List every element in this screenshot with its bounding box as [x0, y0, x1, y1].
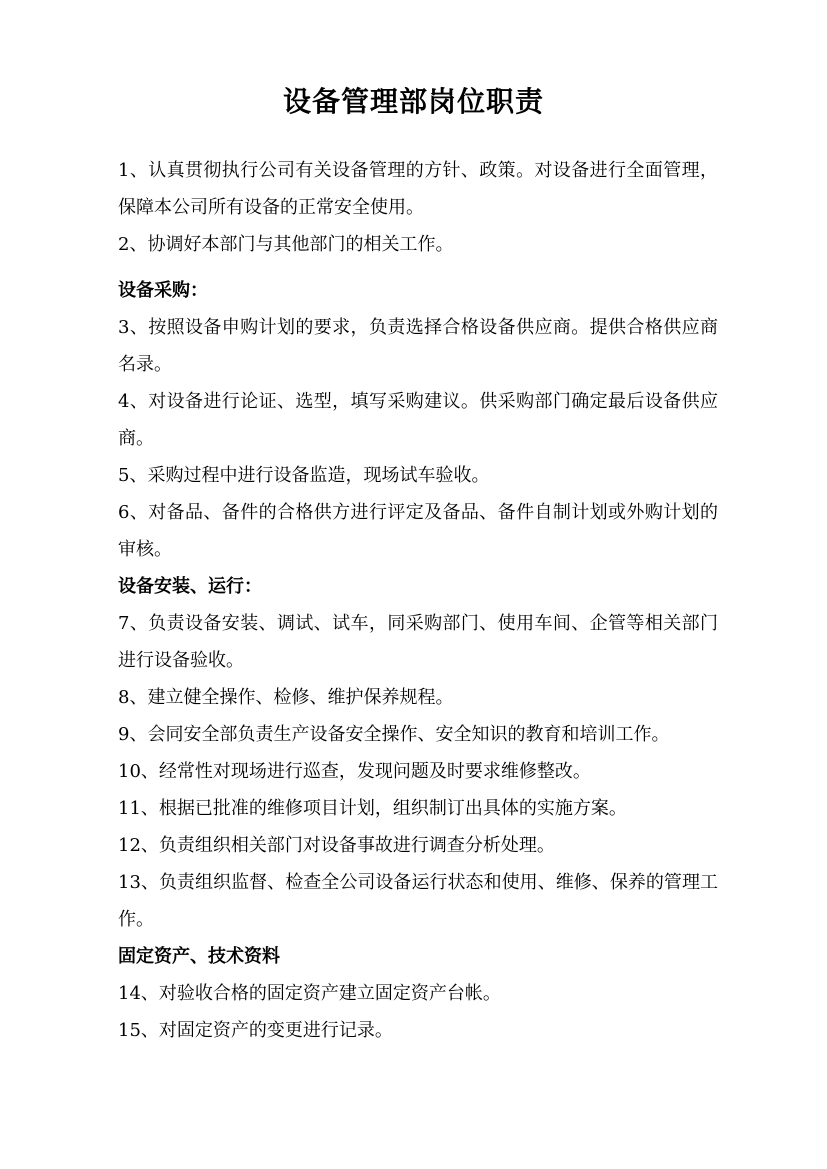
page-title: 设备管理部岗位职责 — [282, 85, 544, 118]
section-heading-installation: 设备安装、运行： — [118, 576, 262, 597]
duty-item-11: 11、根据已批准的维修项目计划，组织制订出具体的实施方案。 — [118, 798, 627, 819]
duty-item-2: 2、协调好本部门与其他部门的相关工作。 — [118, 234, 454, 255]
duty-item-6: 6、对备品、备件的合格供方进行评定及备品、备件自制计划或外购计划的审核。 — [118, 502, 718, 560]
duty-item-10: 10、经常性对现场进行巡查，发现问题及时要求维修整改。 — [118, 761, 591, 782]
duty-item-15: 15、对固定资产的变更进行记录。 — [118, 1020, 393, 1041]
duty-item-4: 4、对设备进行论证、选型，填写采购建议。供采购部门确定最后设备供应商。 — [118, 391, 718, 449]
duty-item-9: 9、会同安全部负责生产设备安全操作、安全知识的教育和培训工作。 — [118, 724, 670, 745]
duty-item-3: 3、按照设备申购计划的要求，负责选择合格设备供应商。提供合格供应商名录。 — [118, 317, 718, 375]
duty-item-14: 14、对验收合格的固定资产建立固定资产台帐。 — [118, 983, 501, 1004]
duty-item-7: 7、负责设备安装、调试、试车，同采购部门、使用车间、企管等相关部门进行设备验收。 — [118, 613, 718, 671]
duty-item-12: 12、负责组织相关部门对设备事故进行调查分析处理。 — [118, 835, 555, 856]
paragraph-gap — [118, 263, 718, 272]
duty-item-13: 13、负责组织监督、检查全公司设备运行状态和使用、维修、保养的管理工作。 — [118, 872, 718, 930]
section-heading-procurement: 设备采购： — [118, 280, 208, 301]
duty-item-1: 1、认真贯彻执行公司有关设备管理的方针、政策。对设备进行全面管理，保障本公司所有设备的正常安全使用。 — [118, 160, 718, 218]
document-body — [118, 152, 718, 1049]
duty-item-5: 5、采购过程中进行设备监造，现场试车验收。 — [118, 465, 490, 486]
section-heading-fixed-assets: 固定资产、技术资料 — [118, 946, 280, 967]
duty-item-8: 8、建立健全操作、检修、维护保养规程。 — [118, 687, 454, 708]
